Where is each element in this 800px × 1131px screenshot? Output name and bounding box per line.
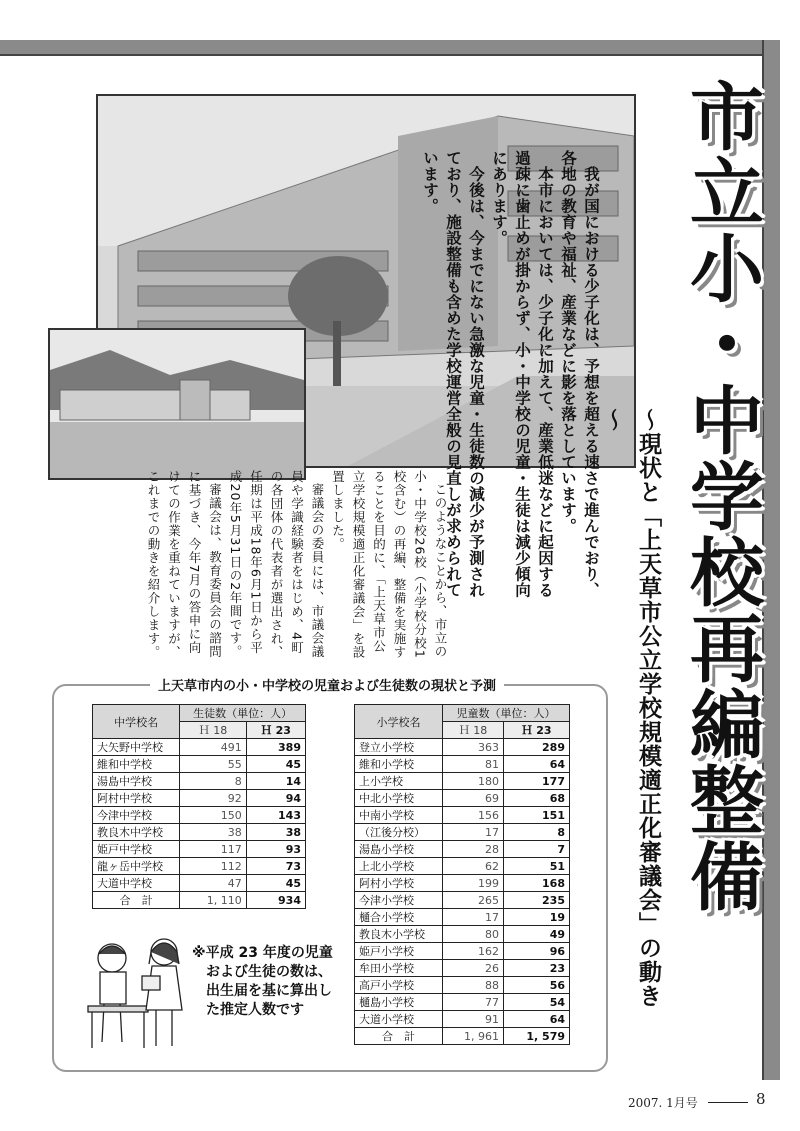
total-h18: 1, 110 (180, 892, 247, 909)
footer-rule (708, 1102, 748, 1103)
h18-cell: 62 (443, 858, 504, 875)
note-line: た推定人数です (206, 1002, 304, 1018)
h23-cell: 56 (504, 977, 570, 994)
h18-cell: 47 (180, 875, 247, 892)
h23-cell: 51 (504, 858, 570, 875)
total-row (355, 1028, 570, 1045)
middle-school-table (92, 704, 306, 909)
school-name-cell: 大道小学校 (355, 1011, 443, 1028)
h18-cell: 17 (443, 909, 504, 926)
school-name-cell: 湯島小学校 (355, 841, 443, 858)
h23-cell: 64 (504, 1011, 570, 1028)
school-name-cell: 姫戸中学校 (93, 841, 180, 858)
note-line: 出生届を基に算出し (206, 983, 332, 999)
h23-cell: 54 (504, 994, 570, 1011)
h23-cell: 23 (504, 960, 570, 977)
school-name-cell: （江後分校） (355, 824, 443, 841)
school-name-cell: 湯島中学校 (93, 773, 180, 790)
school-name-cell: 維和小学校 (355, 756, 443, 773)
h18-cell: 92 (180, 790, 247, 807)
h23-cell: 96 (504, 943, 570, 960)
table-row (355, 739, 570, 756)
h23-cell: 64 (504, 756, 570, 773)
table-row (355, 807, 570, 824)
page-number: 8 (756, 1090, 766, 1108)
table-row (355, 875, 570, 892)
h23-cell: 389 (246, 739, 305, 756)
h18-cell: 156 (443, 807, 504, 824)
table-row (355, 909, 570, 926)
elementary-school-table (354, 704, 570, 1045)
h18-cell: 491 (180, 739, 247, 756)
h23-cell: 94 (246, 790, 305, 807)
school-name-cell: 阿村小学校 (355, 875, 443, 892)
school-grounds-photo (48, 328, 306, 480)
school-name-cell: 今津中学校 (93, 807, 180, 824)
table-note (192, 944, 382, 1020)
school-name-cell: 大矢野中学校 (93, 739, 180, 756)
h18-cell: 77 (443, 994, 504, 1011)
h23-cell: 14 (246, 773, 305, 790)
table-row (93, 875, 306, 892)
h18-cell: 80 (443, 926, 504, 943)
school-name-cell: 樋島小学校 (355, 994, 443, 1011)
table-row (93, 739, 306, 756)
body-paragraph: このようなことから、市立の小・中学校26校（小学校分校1校含む）の再編、整備を実施することを目的に、「上天草市公立学校規模適正化審議会」を設置しました。 (330, 470, 448, 659)
top-border-band (0, 40, 780, 56)
table-row (355, 773, 570, 790)
header-pupil-count: 児童数（単位：人） (443, 705, 570, 722)
h23-cell: 143 (246, 807, 305, 824)
total-label: 合 計 (93, 892, 180, 909)
table-row (355, 1011, 570, 1028)
school-name-cell: 上小学校 (355, 773, 443, 790)
h18-cell: 26 (443, 960, 504, 977)
school-name-cell: 牟田小学校 (355, 960, 443, 977)
h18-cell: 8 (180, 773, 247, 790)
table-row (93, 790, 306, 807)
table-row (355, 994, 570, 1011)
h18-cell: 199 (443, 875, 504, 892)
school-name-cell: 姫戸小学校 (355, 943, 443, 960)
header-h23: Ｈ 23 (246, 722, 305, 739)
h18-cell: 363 (443, 739, 504, 756)
intro-text (421, 150, 602, 610)
h18-cell: 81 (443, 756, 504, 773)
table-row (93, 773, 306, 790)
table-row (355, 926, 570, 943)
h18-cell: 17 (443, 824, 504, 841)
total-h23: 934 (246, 892, 305, 909)
header-student-count: 生徒数（単位：人） (180, 705, 306, 722)
h23-cell: 177 (504, 773, 570, 790)
school-name-cell: 登立小学校 (355, 739, 443, 756)
table-row (93, 824, 306, 841)
table-row (93, 841, 306, 858)
h18-cell: 265 (443, 892, 504, 909)
body-paragraph: 審議会は、教育委員会の諮問に基づき、今年7月の答申に向けての作業を重ねていますが、これまでの動きを紹介します。 (146, 470, 223, 659)
h23-cell: 151 (504, 807, 570, 824)
h18-cell: 117 (180, 841, 247, 858)
h23-cell: 19 (504, 909, 570, 926)
school-name-cell: 高戸小学校 (355, 977, 443, 994)
header-school-name: 小学校名 (355, 705, 443, 739)
table-row (355, 824, 570, 841)
h18-cell: 38 (180, 824, 247, 841)
header-h18: Ｈ 18 (443, 722, 504, 739)
h18-cell: 162 (443, 943, 504, 960)
issue-label: 2007. 1月号 (628, 1096, 698, 1110)
h23-cell: 45 (246, 875, 305, 892)
table-row (355, 756, 570, 773)
h18-cell: 180 (443, 773, 504, 790)
table-row (355, 858, 570, 875)
h23-cell: 7 (504, 841, 570, 858)
h18-cell: 112 (180, 858, 247, 875)
h23-cell: 68 (504, 790, 570, 807)
school-name-cell: 龍ヶ岳中学校 (93, 858, 180, 875)
body-paragraph: 審議会の委員には、市議会議員や学識経験者をはじめ、4町の各団体の代表者が選出され、任期は平成18年6月1日から平成20年5月31日の2年間です。 (228, 470, 325, 659)
h23-cell: 45 (246, 756, 305, 773)
h23-cell: 49 (504, 926, 570, 943)
intro-paragraph: 本市においては、少子化に加えて、産業低迷などに起因する過疎に歯止めが掛からず、小・中学校の児童・生徒は減少傾向にあります。 (490, 150, 554, 598)
article-subtitle: ～現状と「上天草市公立学校規模適正化審議会」の動き～ (599, 408, 661, 1008)
total-h18: 1, 961 (443, 1028, 504, 1045)
school-name-cell: 維和中学校 (93, 756, 180, 773)
table-row (93, 858, 306, 875)
header-school-name: 中学校名 (93, 705, 180, 739)
table-row (93, 756, 306, 773)
h18-cell: 150 (180, 807, 247, 824)
school-name-cell: 教良木小学校 (355, 926, 443, 943)
school-name-cell: 樋合小学校 (355, 909, 443, 926)
h23-cell: 168 (504, 875, 570, 892)
h18-cell: 28 (443, 841, 504, 858)
school-name-cell: 中北小学校 (355, 790, 443, 807)
h18-cell: 55 (180, 756, 247, 773)
table-row (355, 960, 570, 977)
table-row (355, 943, 570, 960)
table-heading: 上天草市内の小・中学校の児童および生徒数の現状と予測 (150, 675, 504, 694)
h23-cell: 8 (504, 824, 570, 841)
h18-cell: 69 (443, 790, 504, 807)
table-row (93, 807, 306, 824)
note-line: および生徒の数は、 (206, 964, 332, 980)
total-label: 合 計 (355, 1028, 443, 1045)
school-name-cell: 中南小学校 (355, 807, 443, 824)
school-name-cell: 大道中学校 (93, 875, 180, 892)
total-h23: 1, 579 (504, 1028, 570, 1045)
intro-paragraph: 我が国における少子化は、予想を超える速さで進んでおり、各地の教育や福祉、産業などに影を落としています。 (559, 150, 600, 598)
children-reading-illustration (84, 930, 194, 1052)
header-h18: Ｈ 18 (180, 722, 247, 739)
table-row (355, 977, 570, 994)
school-name-cell: 今津小学校 (355, 892, 443, 909)
table-row (355, 790, 570, 807)
table-row (355, 892, 570, 909)
school-name-cell: 上北小学校 (355, 858, 443, 875)
h18-cell: 91 (443, 1011, 504, 1028)
body-text (90, 470, 450, 660)
h18-cell: 88 (443, 977, 504, 994)
article-title: 市立小・中学校再編整備 (678, 78, 764, 914)
h23-cell: 38 (246, 824, 305, 841)
intro-paragraph: 今後は、今までにない急激な児童・生徒数の減少が予測されており、施設整備も含めた学校運営全般の見直しが求められています。 (421, 150, 485, 598)
school-name-cell: 阿村中学校 (93, 790, 180, 807)
h23-cell: 73 (246, 858, 305, 875)
table-row (355, 841, 570, 858)
note-line: ※平成 23 年度の児童 (192, 945, 333, 961)
school-name-cell: 教良木中学校 (93, 824, 180, 841)
h23-cell: 289 (504, 739, 570, 756)
h23-cell: 235 (504, 892, 570, 909)
h23-cell: 93 (246, 841, 305, 858)
header-h23: Ｈ 23 (504, 722, 570, 739)
total-row (93, 892, 306, 909)
